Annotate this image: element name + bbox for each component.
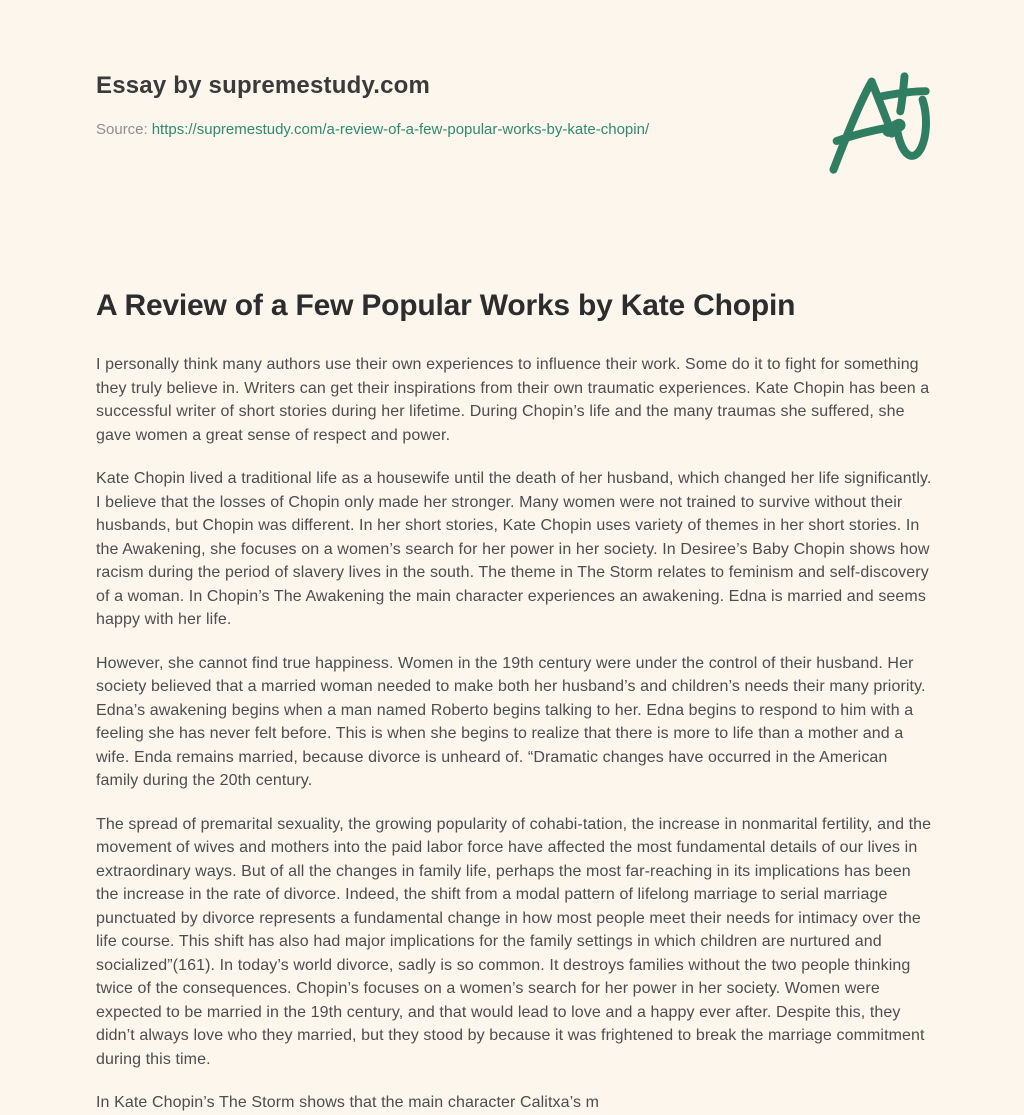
article-paragraph: In Kate Chopin’s The Storm shows that the main character Calitxa’s m: [96, 1094, 600, 1111]
article-paragraph: However, she cannot find true happiness. Women in the 19th century were under the control of their husband. Her society believed that a married woman needed to make both her husband’s and children’s needs their many priority. Edna’s awakening begins when a man named Roberto begins talking to her. Edna begins to respond to him with a feeling she has never felt before. This is when she begins to realize that there is more to life than a mother and a wife. Enda remains married, because divorce is unheard of. “Dramatic changes have occurred in the American family during the 20th century.: [96, 654, 926, 789]
a-plus-logo-icon: [822, 70, 934, 176]
article-body: [96, 353, 932, 1115]
article-title: A Review of a Few Popular Works by Kate Chopin: [96, 289, 796, 322]
article: [0, 288, 1024, 1115]
source-line: [96, 121, 649, 138]
header-text-block: [96, 68, 649, 138]
article-paragraph: The spread of premarital sexuality, the growing popularity of cohabi-tation, the increase in nonmarital fertility, and the movement of wives and mothers into the paid labor force have affected the most fundamental details of our lives in extraordinary ways. But of all the changes in family life, perhaps the most far-reaching in its implications has been the increase in the rate of divorce. Indeed, the shift from a modal pattern of lifelong marriage to serial marriage punctuated by divorce represents a fundamental change in how most people meet their needs for intimacy over the life course. This shift has also had major implications for the family settings in which children are nurtured and socialized”(161). In today’s world divorce, sadly is so common. It destroys families without the two people thinking twice of the consequences. Chopin’s focuses on a women’s search for her power in her society. Women were expected to be married in the 19th century, and that would lead to love and a happy ever after. Despite this, they didn’t always love who they married, but they stood by because it was frightened to break the marriage commitment during this time.: [96, 815, 932, 1068]
page-header: [0, 0, 1024, 176]
source-link[interactable]: https://supremestudy.com/a-review-of-a-few-popular-works-by-kate-chopin/: [151, 121, 650, 138]
article-paragraph: I personally think many authors use their own experiences to influence their work. Some do it to fight for something they truly believe in. Writers can get their inspirations from their own traumatic experiences. Kate Chopin has been a successful writer of short stories during her lifetime. During Chopin’s life and the many traumas she suffered, she gave women a great sense of respect and power.: [96, 356, 930, 444]
site-title: Essay by supremestudy.com: [96, 72, 431, 99]
source-label: Source:: [96, 121, 148, 138]
article-paragraph: Kate Chopin lived a traditional life as a housewife until the death of her husband, which changed her life significantly. I believe that the losses of Chopin only made her stronger. Many women were not trained to survive without their husbands, but Chopin was different. In her short stories, Kate Chopin uses variety of themes in her short stories. In the Awakening, she focuses on a women’s search for her power in her society. In Desiree’s Baby Chopin shows how racism during the period of slavery lives in the south. The theme in The Storm relates to feminism and self-discovery of a woman. In Chopin’s The Awakening the main character experiences an awakening. Edna is married and seems happy with her life.: [96, 470, 932, 628]
